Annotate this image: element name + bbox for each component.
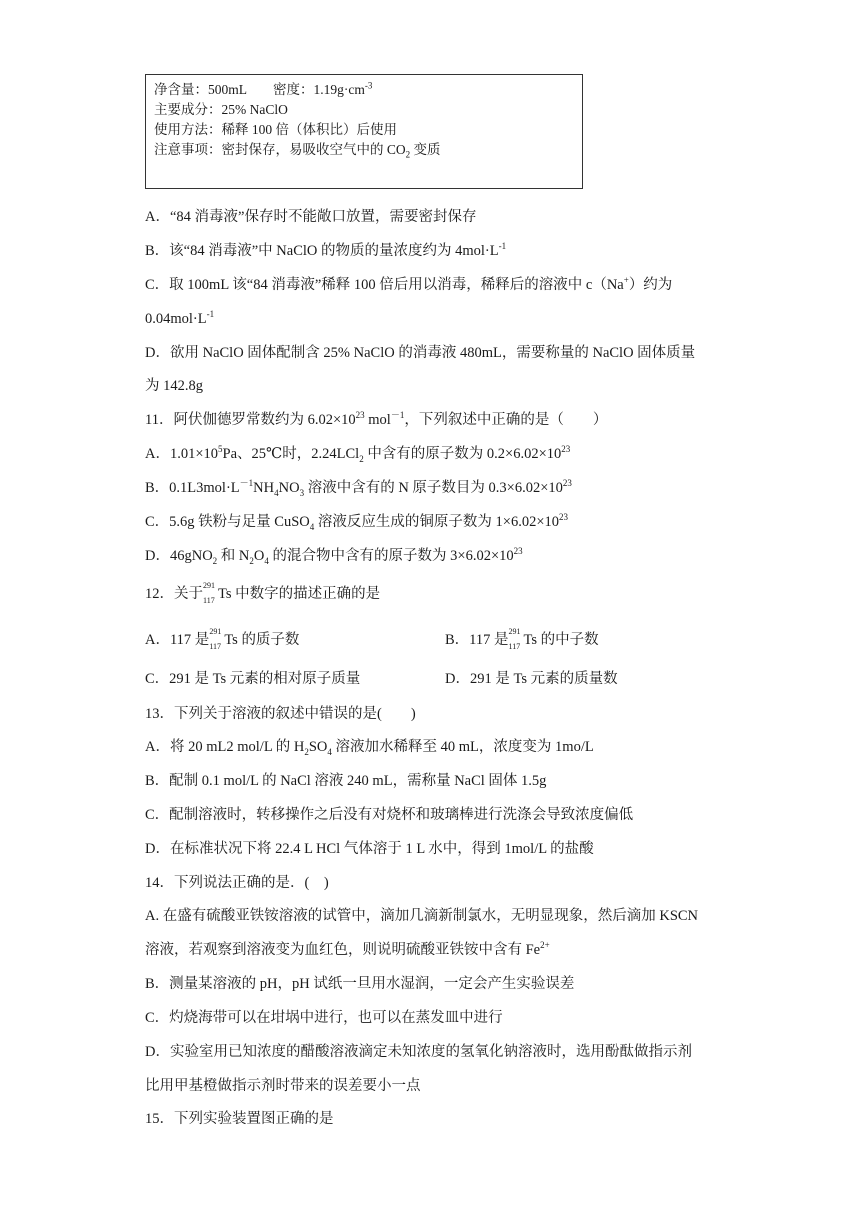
q10-c-post: ）约为 xyxy=(628,277,673,293)
q14-option-b: B．测量某溶液的 pH，pH 试纸一旦用水湿润，一定会产生实验误差 xyxy=(145,976,575,992)
q11-c-sup: 23 xyxy=(559,512,568,523)
q11-stem-sup: 23 xyxy=(355,410,365,421)
q14-option-a-line1: A. 在盛有硫酸亚铁铵溶液的试管中，滴加几滴新制氯水，无明显现象，然后滴加 KSCN xyxy=(145,908,699,924)
q12-option-d: D．291 是 Ts 元素的质量数 xyxy=(445,671,618,687)
q12-stem-text: 12．关于 xyxy=(145,586,203,602)
label-notice-post: 变质 xyxy=(410,142,441,157)
q10-option-d-line1: D．欲用 NaClO 固体配制含 25% NaClO 的消毒液 480mL，需要称量的 NaClO 固体质量 xyxy=(145,345,696,361)
q11-stem xyxy=(145,410,607,430)
q11-b-sup2: 23 xyxy=(562,478,572,489)
nuclide-mass-number: 291 xyxy=(209,626,222,636)
q11-d-sup: 23 xyxy=(513,546,523,557)
q12-option-c: C．291 是 Ts 元素的相对原子质量 xyxy=(145,671,361,687)
q11-d-mid: 和 N xyxy=(217,548,250,564)
q10-option-b xyxy=(145,241,506,261)
q10-b-sup: -1 xyxy=(498,241,507,252)
q12-a-text: A．117 是 xyxy=(145,632,210,648)
label-density-exp: -3 xyxy=(364,80,373,91)
label-density: 密度：1.19g·cm xyxy=(273,82,365,97)
q13-option-d: D．在标准状况下将 22.4 L HCl 气体溶于 1 L 水中，得到 1mol/L 的盐酸 xyxy=(145,841,594,857)
q11-a-text: A．1.01×10 xyxy=(145,446,219,462)
q10-option-d-line2: 为 142.8g xyxy=(145,378,203,394)
q13-option-b: B．配制 0.1 mol/L 的 NaCl 溶液 240 mL，需称量 NaCl 固体 1.5g xyxy=(145,773,547,789)
q11-stem-text: 11．阿伏伽德罗常数约为 6.02×10 xyxy=(145,412,356,428)
q14-option-d-line1: D．实验室用已知浓度的醋酸溶液滴定未知浓度的氢氧化钠溶液时，选用酚酞做指示剂 xyxy=(145,1044,692,1060)
q12-stem xyxy=(145,580,381,605)
q13-option-a xyxy=(145,737,594,757)
q12-b-post: 的中子数 xyxy=(537,632,599,648)
q11-option-d xyxy=(145,546,523,566)
label-net-content: 净含量：500mL xyxy=(154,82,247,97)
q10-c-text: C．取 100mL 该“84 消毒液”稀释 100 倍后用以消毒，稀释后的溶液中 c（Na xyxy=(145,277,624,293)
q11-c-mid: 溶液反应生成的铜原子数为 1×6.02×10 xyxy=(314,514,559,530)
q10-c2-sup: -1 xyxy=(206,309,215,320)
q14-option-c: C．灼烧海带可以在坩埚中进行，也可以在蒸发皿中进行 xyxy=(145,1010,503,1026)
q11-b-mid: NH xyxy=(253,480,275,496)
label-line-content xyxy=(154,80,574,100)
q11-a-mid: Pa、25℃时，2.24LCl xyxy=(222,446,360,462)
q13-a-mid: SO xyxy=(308,739,328,755)
q12-option-a xyxy=(145,626,300,651)
q12-stem-post: 中数字的描述正确的是 xyxy=(231,586,381,602)
q10-b-text: B．该“84 消毒液”中 NaClO 的物质的量浓度约为 4mol·L xyxy=(145,243,499,259)
label-usage: 使用方法：稀释 100 倍（体积比）后使用 xyxy=(154,122,397,137)
nuclide-atomic-number: 117 xyxy=(508,641,521,651)
q11-option-b xyxy=(145,478,572,498)
q11-d-sub1: 2 xyxy=(212,555,218,566)
q14-option-a-line2 xyxy=(145,940,550,960)
q12-nuclide-notation xyxy=(203,580,218,605)
q10-option-a: A．“84 消毒液”保存时不能敞口放置，需要密封保存 xyxy=(145,209,477,225)
nuclide-mass-number: 291 xyxy=(508,626,521,636)
q13-a-sub1: 2 xyxy=(304,746,309,757)
q11-a-sup2: 23 xyxy=(561,444,571,455)
nuclide-mass-number: 291 xyxy=(203,580,215,590)
q11-a-sup1: 5 xyxy=(218,444,223,455)
q11-b-sub2: 3 xyxy=(299,487,305,498)
q11-c-text: C．5.6g 铁粉与足量 CuSO xyxy=(145,514,310,530)
label-notice xyxy=(154,140,574,160)
q11-b-sub1: 4 xyxy=(274,487,279,498)
q11-c-sub: 4 xyxy=(309,521,315,532)
q11-a-mid2: 中含有的原子数为 0.2×6.02×10 xyxy=(363,446,562,462)
q14-stem: 14．下列说法正确的是．( ) xyxy=(145,875,329,891)
q11-b-text: B．0.1L3mol·L xyxy=(145,480,240,496)
q11-d-mid2: O xyxy=(253,548,265,564)
q15-stem: 15．下列实验装置图正确的是 xyxy=(145,1111,334,1127)
nuclide-atomic-number: 117 xyxy=(203,595,215,605)
q11-d-mid3: 的混合物中含有的原子数为 3×6.02×10 xyxy=(268,548,514,564)
q12-b-text: B．117 是 xyxy=(445,632,509,648)
nuclide-atomic-number: 117 xyxy=(209,641,222,651)
nuclide-symbol: Ts xyxy=(218,586,232,602)
q13-stem: 13．下列关于溶液的叙述中错误的是( ) xyxy=(145,706,416,722)
q10-option-c-line1 xyxy=(145,275,672,295)
product-label-box xyxy=(145,74,583,189)
q13-a-post: 溶液加水稀释至 40 mL，浓度变为 1mo/L xyxy=(331,739,594,755)
q12-option-b xyxy=(445,626,599,651)
label-main-component: 主要成分：25% NaClO xyxy=(154,102,288,117)
q11-d-sub2: 2 xyxy=(249,555,254,566)
q13-option-c: C．配制溶液时，转移操作之后没有对烧杯和玻璃棒进行洗涤会导致浓度偏低 xyxy=(145,807,634,823)
q10-c2-text: 0.04mol·L xyxy=(145,311,207,327)
q12-a-nuclide xyxy=(209,626,224,651)
q10-option-c-line2 xyxy=(145,309,214,329)
label-notice-sub: 2 xyxy=(405,149,411,160)
q11-b-mid2: NO xyxy=(278,480,300,496)
nuclide-symbol: Ts xyxy=(224,632,238,648)
q14-a2-text: 溶液，若观察到溶液变为血红色，则说明硫酸亚铁铵中含有 Fe xyxy=(145,942,541,958)
q11-b-sup1: －1 xyxy=(239,478,254,489)
q12-a-post: 的质子数 xyxy=(237,632,300,648)
q14-a2-sup: 2+ xyxy=(540,940,550,951)
q11-stem-post: ，下列叙述中正确的是（ ） xyxy=(404,412,608,428)
q11-stem-mid: mol xyxy=(364,412,391,428)
q13-a-sub2: 4 xyxy=(327,746,332,757)
q14-option-d-line2: 比用甲基橙做指示剂时带来的误差要小一点 xyxy=(145,1078,421,1094)
q11-d-text: D．46gNO xyxy=(145,548,213,564)
q11-d-sub3: 4 xyxy=(264,555,269,566)
q11-option-c xyxy=(145,512,568,532)
q11-stem-sup2: －1 xyxy=(390,410,405,421)
q13-a-text: A．将 20 mL2 mol/L 的 H xyxy=(145,739,305,755)
q11-a-sub: 2 xyxy=(359,453,364,464)
q10-c-sup: + xyxy=(623,275,629,286)
nuclide-symbol: Ts xyxy=(523,632,538,648)
q12-b-nuclide xyxy=(508,626,524,651)
label-notice-text: 注意事项：密封保存，易吸收空气中的 CO xyxy=(154,142,406,157)
q11-b-mid3: 溶液中含有的 N 原子数目为 0.3×6.02×10 xyxy=(304,480,563,496)
q11-option-a xyxy=(145,444,570,464)
